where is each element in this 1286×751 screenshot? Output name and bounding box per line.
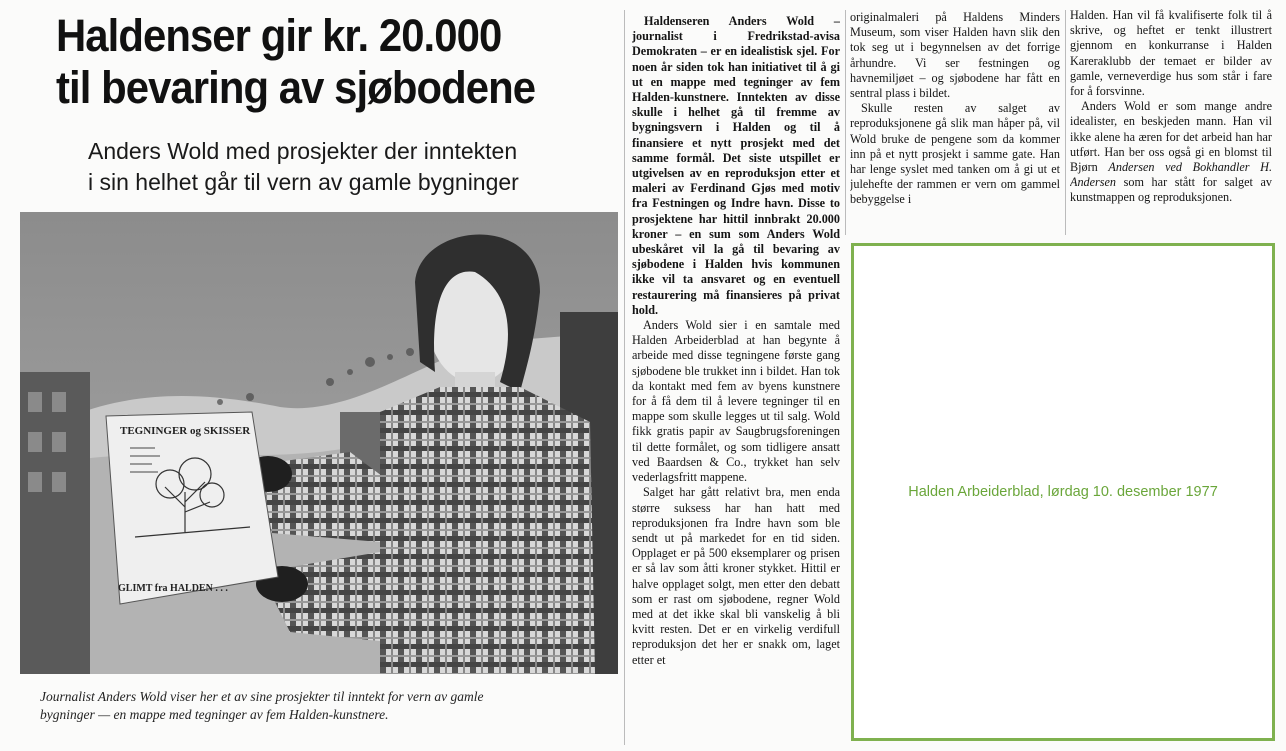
article-column-1 xyxy=(632,14,840,749)
folder-title: TEGNINGER og SKISSER xyxy=(120,425,251,437)
headline-line-2: til bevaring av sjøbodene xyxy=(56,62,536,113)
subheadline xyxy=(88,136,608,198)
paragraph: Skulle resten av salget av reproduksjonene gå slik man håper på, vil Wold bruke de pengene som da kommer inn på et nytt prosjekt i samme gate. Han har lenge syslet med tanken om å gi ut et julehefte der rammen er vern om gammel bebyggelse i xyxy=(850,101,1060,207)
caption-line-2: bygninger — en mappe med tegninger av fem Halden-kunstnere. xyxy=(40,707,389,722)
paragraph: Anders Wold sier i en samtale med Halden Arbeiderblad at han begynte å arbeide med disse tegningene første gang sjøbodene ble trukket inn i bildet. Han tok da kontakt med fem av byens kunstnere for å få dem til å levere tegninger til en mappe som skulle legges ut til salg. Wold fikk gratis papir av Saugbrugsforeningen til dette formålet, og som tidligere ansatt ved Baardsen & Co., trykket han selv vederlagsfritt mappene. xyxy=(632,318,840,485)
paragraph: Salget har gått relativt bra, men enda større suksess har han hatt med reproduksjonen fra Indre havn som ble sendt ut på markedet for en tid siden. Opplaget er på 500 eksemplarer og prisen er så lav som åtti kroner stykket. Hittil er halve opplaget solgt, men etter den debatt som er rast om sjøbodene, regner Wold med at det ikke skal bli vanskelig å bli kvitt resten. Det er en virkelig verdifull reproduksjon det her er snakk om, laget etter et xyxy=(632,485,840,667)
paragraph: originalmaleri på Haldens Minders Museum, som viser Halden havn slik den tok seg ut i begynnelsen av det forrige århundre. Vi ser festningen og havnemiljøet – og sjøbodene har fått en sentral plass i bildet. xyxy=(850,10,1060,101)
paragraph-italic: Andersen ved Bokhandler H. Andersen xyxy=(1070,160,1272,190)
column-divider xyxy=(845,10,846,235)
paragraph: Haldenseren Anders Wold – journalist i Fredrikstad-avisa Demokraten – er en idealistisk sjel. For noen år siden tok han initiativet til å gi ut en mappe med tegninger av fem Halden-kunstnere. Inntekten av disse skulle i helhet gå til fremme av bygningsvern i Halden og til å finansiere et nytt prosjekt med det samme formål. Det siste utspillet er utgivelsen av en reproduksjon etter et maleri av Ferdinand Gjøs med motiv fra Festningen og Indre havn. Disse to prosjektene har hittil innbrakt 20.000 kroner – en sum som Anders Wold ubeskåret vil la gå til bevaring av sjøbodene i Halden hvis kommunen ikke vil ta ansvaret og en eventuell restaurering må finansieres på privat hold. xyxy=(632,14,840,317)
headline-line-1: Haldenser gir kr. 20.000 xyxy=(56,10,502,61)
subheadline-line-1: Anders Wold med prosjekter der inntekten xyxy=(88,138,518,164)
paragraph xyxy=(1070,99,1272,205)
article-photo xyxy=(20,212,618,674)
article-column-3 xyxy=(1070,8,1272,233)
article-column-2 xyxy=(850,10,1060,235)
source-annotation-box xyxy=(851,243,1275,741)
paragraph: Halden. Han vil få kvalifiserte folk til å skrive, og heftet er tenkt illustrert gjennom en konkurranse i Halden Kareraklubb der temaet er bilder av gamle, verneverdige hus som står i fare for å forsvinne. xyxy=(1070,8,1272,99)
photo-caption xyxy=(40,688,620,724)
paragraph-text: Anders Wold er som mange andre idealister, en beskjeden mann. Han vil ikke alene ha æren for det arbeid han har utført. Han ber oss også gi en blomst til Bjørn xyxy=(1070,99,1272,175)
subheadline-line-2: i sin helhet går til vern av gamle bygninger xyxy=(88,169,519,195)
column-divider xyxy=(624,10,625,745)
folder-subtitle: GLIMT fra HALDEN . . . xyxy=(118,583,228,594)
headline xyxy=(56,10,577,114)
paragraph-text: som har stått for salget av kunstmappen og reproduksjonen. xyxy=(1070,175,1272,205)
source-annotation-text: Halden Arbeiderblad, lørdag 10. desember 1977 xyxy=(908,484,1218,500)
caption-line-1: Journalist Anders Wold viser her et av sine prosjekter til inntekt for vern av gamle xyxy=(40,689,484,704)
column-divider xyxy=(1065,10,1066,235)
